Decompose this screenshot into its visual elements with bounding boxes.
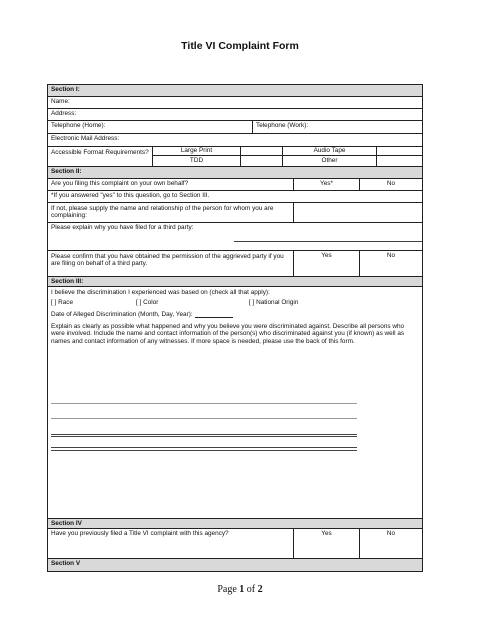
large-print-option[interactable]: Large Print [153,147,240,156]
page-number: 1 [239,584,245,595]
complaint-form [47,84,423,572]
telephone-work-field[interactable] [252,121,422,133]
form-title: Title VI Complaint Form [181,40,299,52]
section-4-header [48,519,422,529]
date-input-line[interactable] [195,311,233,318]
section-1-label: Section I: [51,86,80,93]
explanation-line-4[interactable] [51,436,357,437]
third-party-reason-line[interactable] [234,241,422,242]
name-label: Name: [51,98,70,105]
explanation-line-3[interactable] [51,434,357,435]
page-total: 2 [257,584,263,595]
other-option[interactable]: Other [321,157,338,164]
explanation-line-2[interactable] [51,418,357,419]
national-origin-checkbox[interactable]: [ ] National Origin [249,299,299,306]
date-row [51,311,233,318]
own-behalf-row [48,179,422,191]
third-party-name-label: If not, please supply the name and relationship of the person for whom you are complaining: [51,205,274,219]
email-row[interactable] [48,134,422,147]
section-1-header [48,85,422,97]
name-row[interactable] [48,97,422,109]
audio-other-cell [282,147,376,166]
explanation-line-5[interactable] [51,447,357,448]
audio-other-check-cell[interactable] [376,147,422,166]
audio-tape-option[interactable]: Audio Tape [283,147,376,156]
telephone-home-label: Telephone (Home): [51,122,106,129]
permission-no[interactable]: No [359,251,422,276]
previous-complaint-row [48,529,422,559]
previous-complaint-question: Have you previously filed a Title VI complaint with this agency? [51,530,229,537]
section-2-header [48,167,422,179]
section-2-label: Section II: [51,168,82,175]
section-4-label: Section IV [51,520,82,527]
date-label: Date of Alleged Discrimination (Month, Day, Year): [51,311,193,318]
section-3-body [48,287,422,519]
tdd-option[interactable]: TDD [189,157,204,164]
if-yes-note-row [48,191,422,203]
accessible-format-label: Accessible Format Requirements? [51,149,149,156]
section-5-label: Section V [51,560,81,567]
previous-complaint-no[interactable]: No [359,529,422,558]
address-row[interactable] [48,109,422,121]
telephone-home-field[interactable] [48,121,252,133]
own-behalf-question: Are you filing this complaint on your own behalf? [51,180,189,187]
basis-instruction: I believe the discrimination I experienced was based on (check all that apply): [51,289,270,296]
page-footer [0,584,480,595]
own-behalf-no[interactable]: No [359,179,422,190]
large-print-tdd-check-cell[interactable] [240,147,282,166]
email-label: Electronic Mail Address: [51,135,120,142]
third-party-name-row [48,203,422,223]
address-label: Address: [51,110,77,117]
if-yes-note: *If you answered "yes" to this question, go to Section III. [51,192,210,199]
third-party-reason-label: Please explain why you have filed for a third party: [51,224,194,231]
accessible-format-row [48,147,422,167]
permission-label: Please confirm that you have obtained the permission of the aggrieved party if you are filing on behalf of a third party. [51,253,284,267]
previous-complaint-yes[interactable]: Yes [293,529,359,558]
section-5-header [48,559,422,571]
explanation-instruction: Explain as clearly as possible what happened and why you believe you were discriminated against. Describe all persons who were involved. Include the name and contact information of the person(s) who discriminated against you (if known) as well as names and contact information of any witnesses. If more space is needed, please use the back of this form. [51,323,405,345]
large-print-tdd-cell [152,147,240,166]
page-prefix: Page [217,584,240,595]
explanation-line-1[interactable] [51,403,357,404]
explanation-line-6[interactable] [51,450,357,451]
page-of: of [244,584,258,595]
third-party-reason-row [48,223,422,251]
own-behalf-yes[interactable]: Yes* [293,179,359,190]
race-checkbox[interactable]: [ ] Race [51,299,74,306]
telephone-work-label: Telephone (Work): [256,122,309,129]
telephone-row [48,121,422,134]
section-3-label: Section III: [51,278,84,285]
section-3-header [48,277,422,287]
permission-row [48,251,422,277]
permission-yes[interactable]: Yes [293,251,359,276]
third-party-name-field[interactable] [293,203,422,222]
color-checkbox[interactable]: [ ] Color [136,299,159,306]
